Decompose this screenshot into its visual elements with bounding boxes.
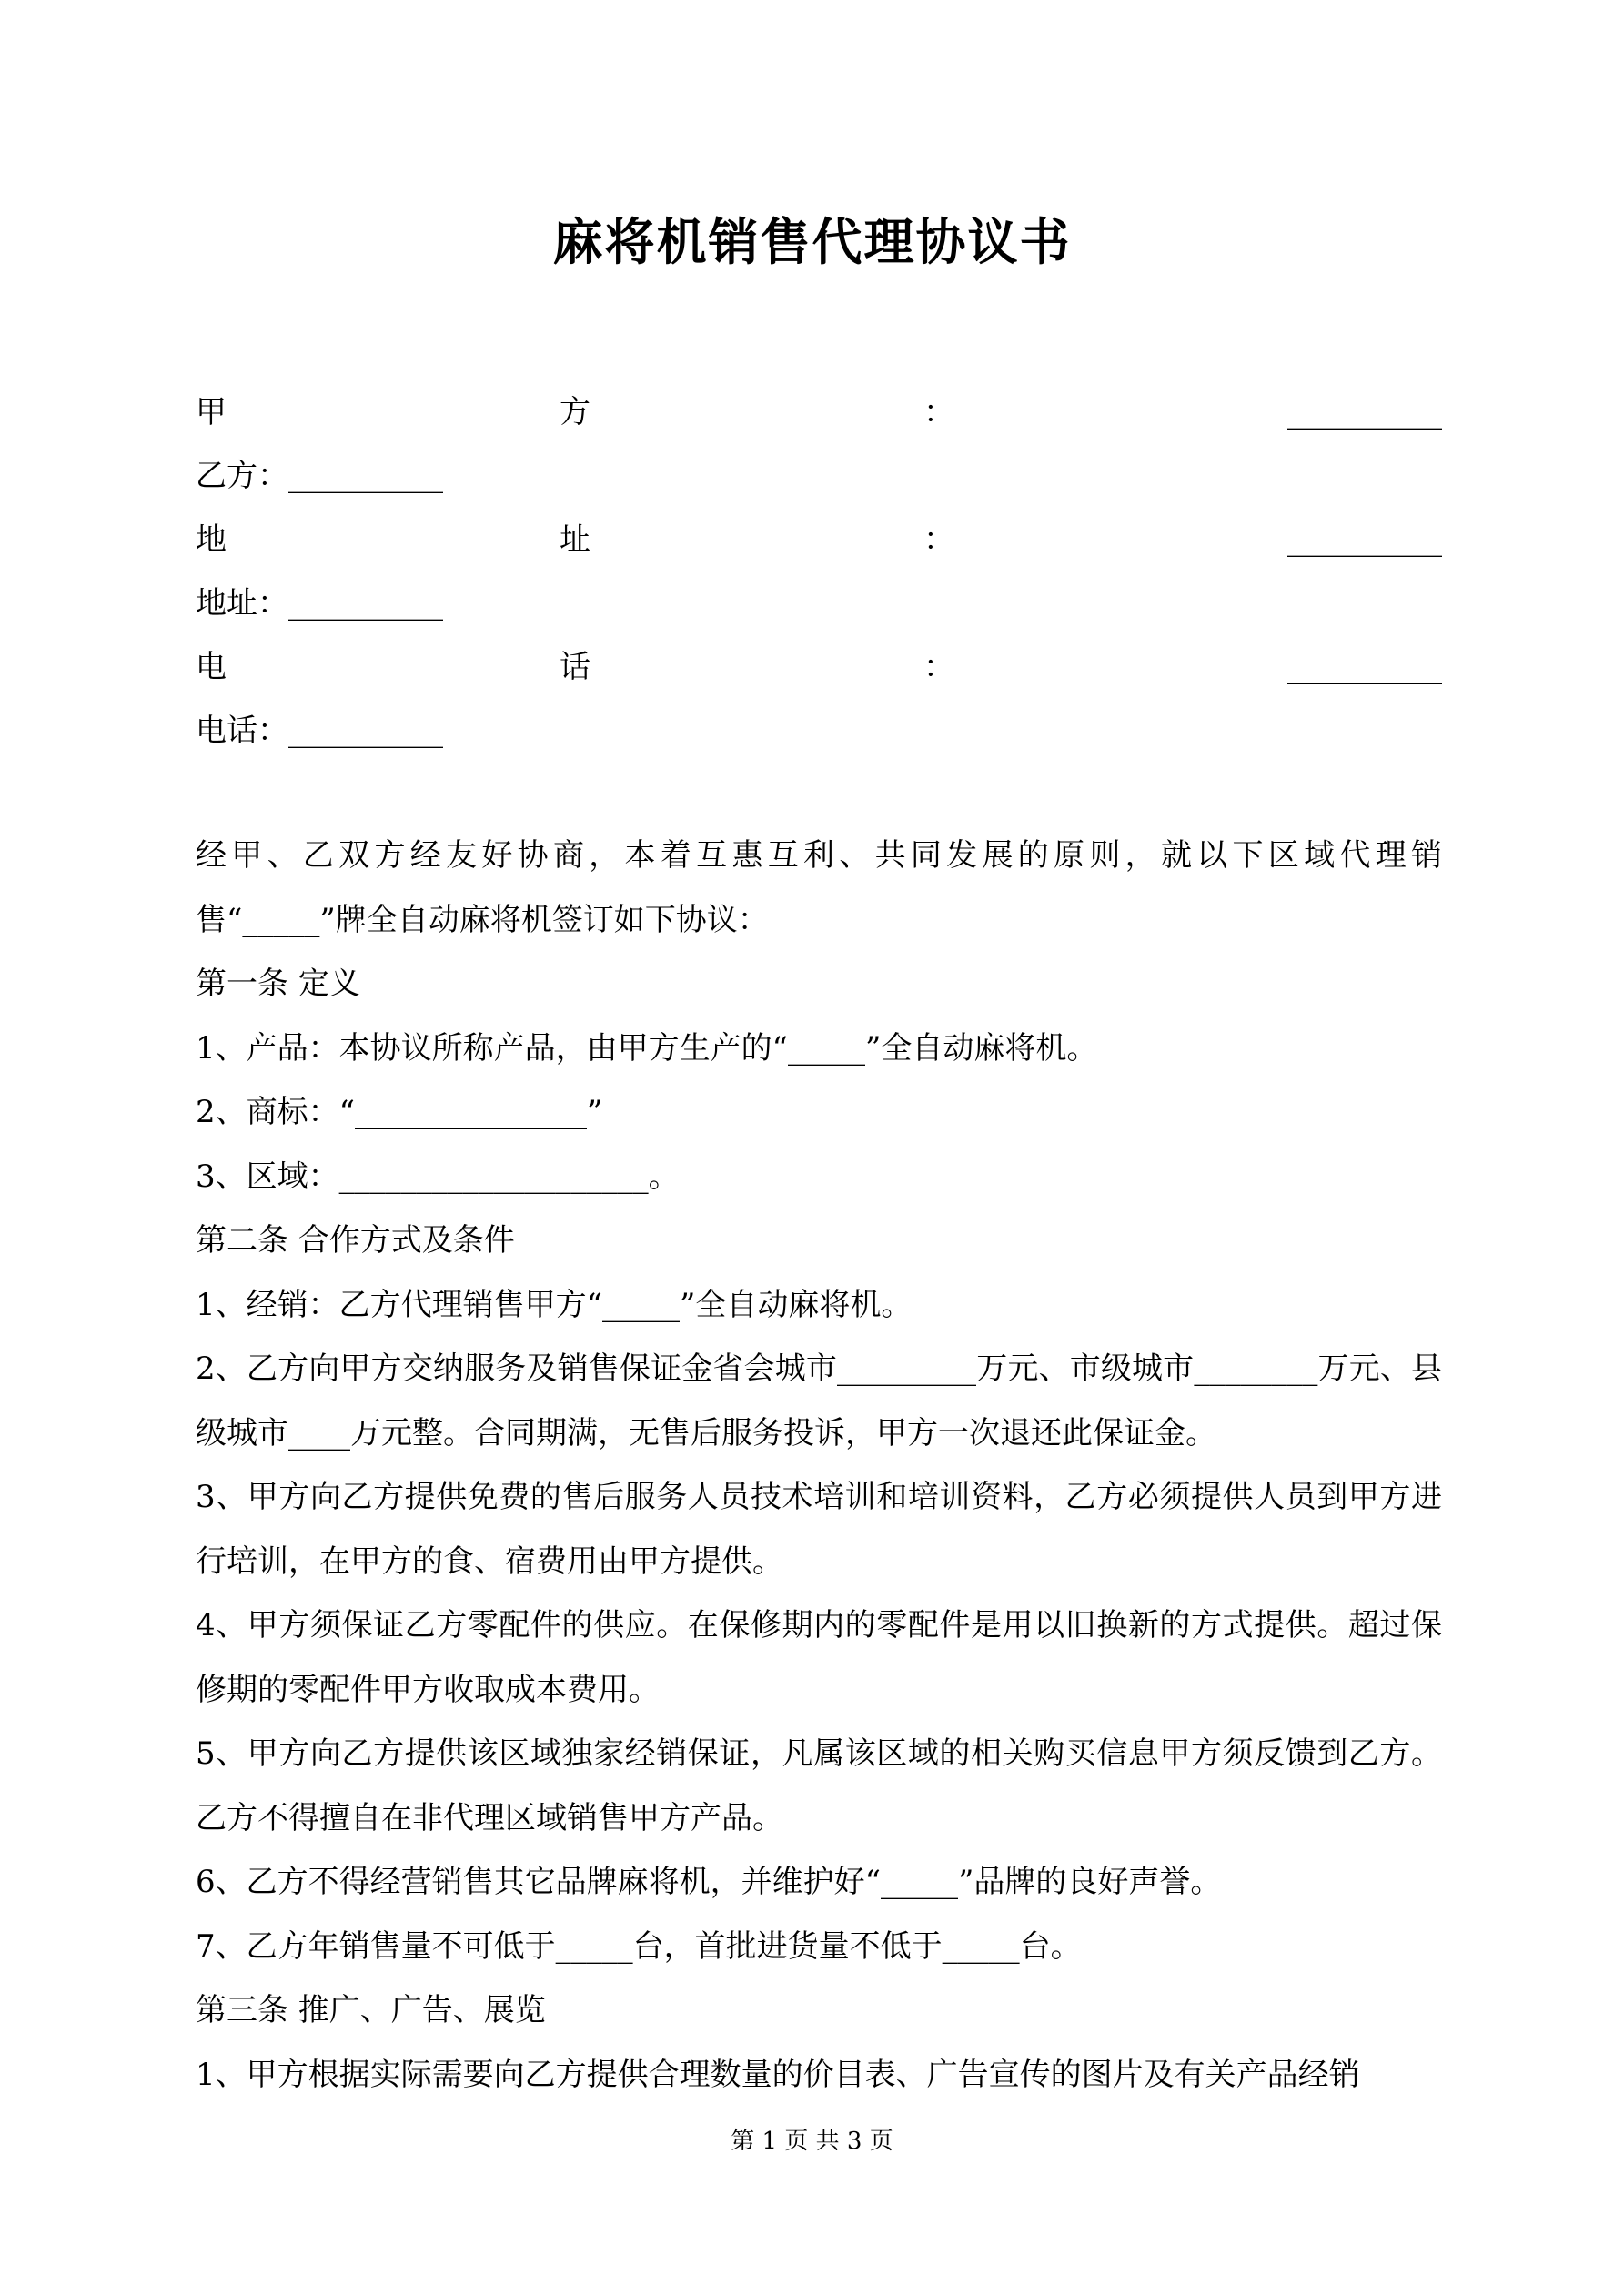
party-a-blank: __________: [1287, 394, 1442, 430]
address-char-2: 址: [560, 521, 590, 558]
party-b-address-row: 地址：__________: [196, 585, 443, 622]
phone-char-2: 话: [560, 649, 590, 685]
preamble-paragraph: 经甲、乙双方经友好协商，本着互惠互利、共同发展的原则，就以下区域代理销售“_____”牌全自动麻将机签订如下协议：: [196, 837, 1442, 938]
party-b-phone-row: 电话：__________: [196, 713, 443, 749]
party-b-row: 乙方：__________: [196, 458, 443, 494]
clause-paragraph: 2、商标：“_______________”: [196, 1094, 603, 1130]
phone-blank: __________: [1287, 649, 1442, 685]
document-title: 麻将机销售代理协议书: [552, 212, 1072, 271]
clause-paragraph: 6、乙方不得经营销售其它品牌麻将机，并维护好“_____”品牌的良好声誉。: [196, 1864, 1222, 1900]
clause-paragraph: 4、甲方须保证乙方零配件的供应。在保修期内的零配件是用以旧换新的方式提供。超过保修期的零配件甲方收取成本费用。: [196, 1607, 1442, 1708]
party-a-char-2: 方: [560, 394, 590, 430]
page-footer: 第 1 页 共 3 页: [731, 2128, 893, 2155]
address-blank: __________: [1287, 521, 1442, 558]
party-a-char-1: 甲: [196, 394, 227, 430]
party-a-colon: ：: [923, 394, 954, 430]
party-a-address-row: [196, 508, 1442, 571]
party-a-row: [196, 380, 1442, 444]
phone-colon: ：: [923, 649, 954, 685]
article-heading: 第三条 推广、广告、展览: [196, 1992, 546, 2028]
article-heading: 第一条 定义: [196, 966, 360, 1002]
party-a-phone-row: [196, 635, 1442, 699]
address-colon: ：: [923, 521, 954, 558]
phone-char-1: 电: [196, 649, 227, 685]
clause-paragraph: 1、甲方根据实际需要向乙方提供合理数量的价目表、广告宣传的图片及有关产品经销: [196, 2056, 1360, 2093]
clause-paragraph: 3、区域：____________________。: [196, 1158, 680, 1195]
clause-paragraph: 3、甲方向乙方提供免费的售后服务人员技术培训和培训资料，乙方必须提供人员到甲方进行培训，在甲方的食、宿费用由甲方提供。: [196, 1479, 1442, 1580]
clause-paragraph: 1、经销：乙方代理销售甲方“_____”全自动麻将机。: [196, 1286, 913, 1323]
article-heading: 第二条 合作方式及条件: [196, 1222, 515, 1259]
clause-paragraph: 5、甲方向乙方提供该区域独家经销保证，凡属该区域的相关购买信息甲方须反馈到乙方。乙方不得擅自在非代理区域销售甲方产品。: [196, 1735, 1442, 1836]
clause-paragraph: 1、产品：本协议所称产品，由甲方生产的“_____”全自动麻将机。: [196, 1029, 1098, 1067]
clause-paragraph: 7、乙方年销售量不可低于_____台，首批进货量不低于_____台。: [196, 1927, 1082, 1965]
party-info: [196, 380, 1442, 763]
agreement-body: [196, 824, 1442, 2107]
clause-paragraph: 2、乙方向甲方交纳服务及销售保证金省会城市_________万元、市级城市________万元、县级城市____万元整。合同期满，无售后服务投诉，甲方一次退还此保证金。: [196, 1350, 1442, 1451]
address-char-1: 地: [196, 521, 227, 558]
